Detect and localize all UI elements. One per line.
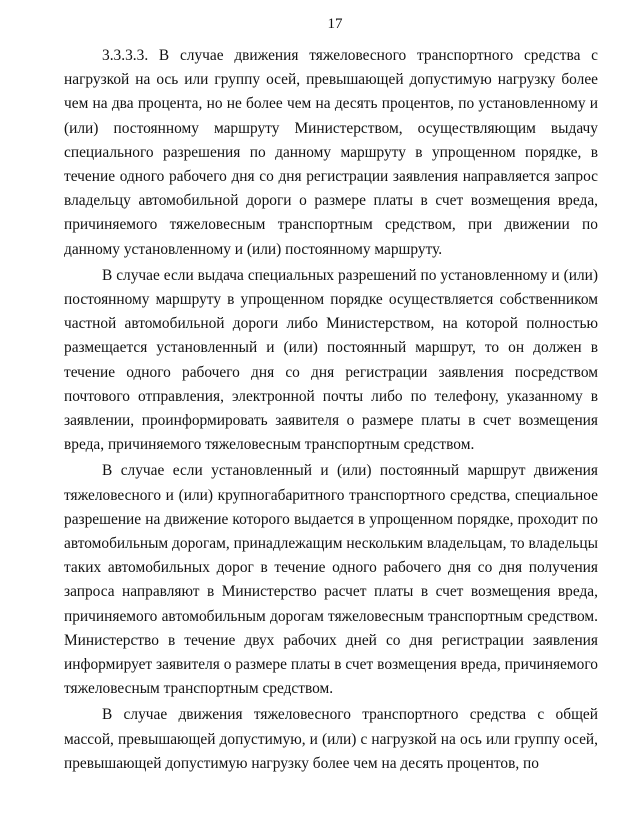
paragraph-excess-mass: В случае движения тяжеловесного транспортного средства с общей массой, превышающей допустимую, и (или) с нагрузкой на ось или группу осей, превышающей допустимую нагрузку более чем на десять процентов, по [64,706,598,772]
paragraph-3-3-3-3: 3.3.3.3. В случае движения тяжеловесного транспортного средства с нагрузкой на ось или группу осей, превышающей допустимую нагрузку более чем на два процента, но не более чем на десять процентов, по установленному и (или) постоянному маршруту Министерством, осуществляющим выдачу специального разрешения по данному маршруту в упрощенном порядке, в течение одного рабочего дня со дня регистрации заявления направляется запрос владельцу автомобильной дороги о размере платы в счет возмещения вреда, причиняемого тяжеловесным транспортным средством, при движении по данному установленному и (или) постоянному маршруту. [64,47,598,258]
paragraph-multiple-owners: В случае если установленный и (или) постоянный маршрут движения тяжеловесного и (или) крупногабаритного транспортного средства, специальное разрешение на движение которого выдается в упрощенном порядке, проходит по автомобильным дорогам, принадлежащим нескольким владельцам, то владельцы таких автомобильных дорог в течение одного рабочего дня со дня получения запроса направляют в Министерство расчет платы в счет возмещения вреда, причиняемого автомобильным дорогам тяжеловесным транспортным средством. Министерство в течение двух рабочих дней со дня регистрации заявления информирует заявителя о размере платы в счет возмещения вреда, причиняемого тяжеловесным транспортным средством. [64,462,598,698]
paragraph-private-road-owner: В случае если выдача специальных разрешений по установленному и (или) постоянному маршруту в упрощенном порядке осуществляется собственником частной автомобильной дороги либо Министерством, на которой полностью размещается установленный и (или) постоянный маршрут, то он должен в течение одного рабочего дня со дня регистрации заявления посредством почтового отправления, электронной почты либо по телефону, указанному в заявлении, проинформировать заявителя о размере платы в счет возмещения вреда, причиняемого тяжеловесным транспортным средством. [64,266,598,454]
page-number: 17 [327,16,343,32]
